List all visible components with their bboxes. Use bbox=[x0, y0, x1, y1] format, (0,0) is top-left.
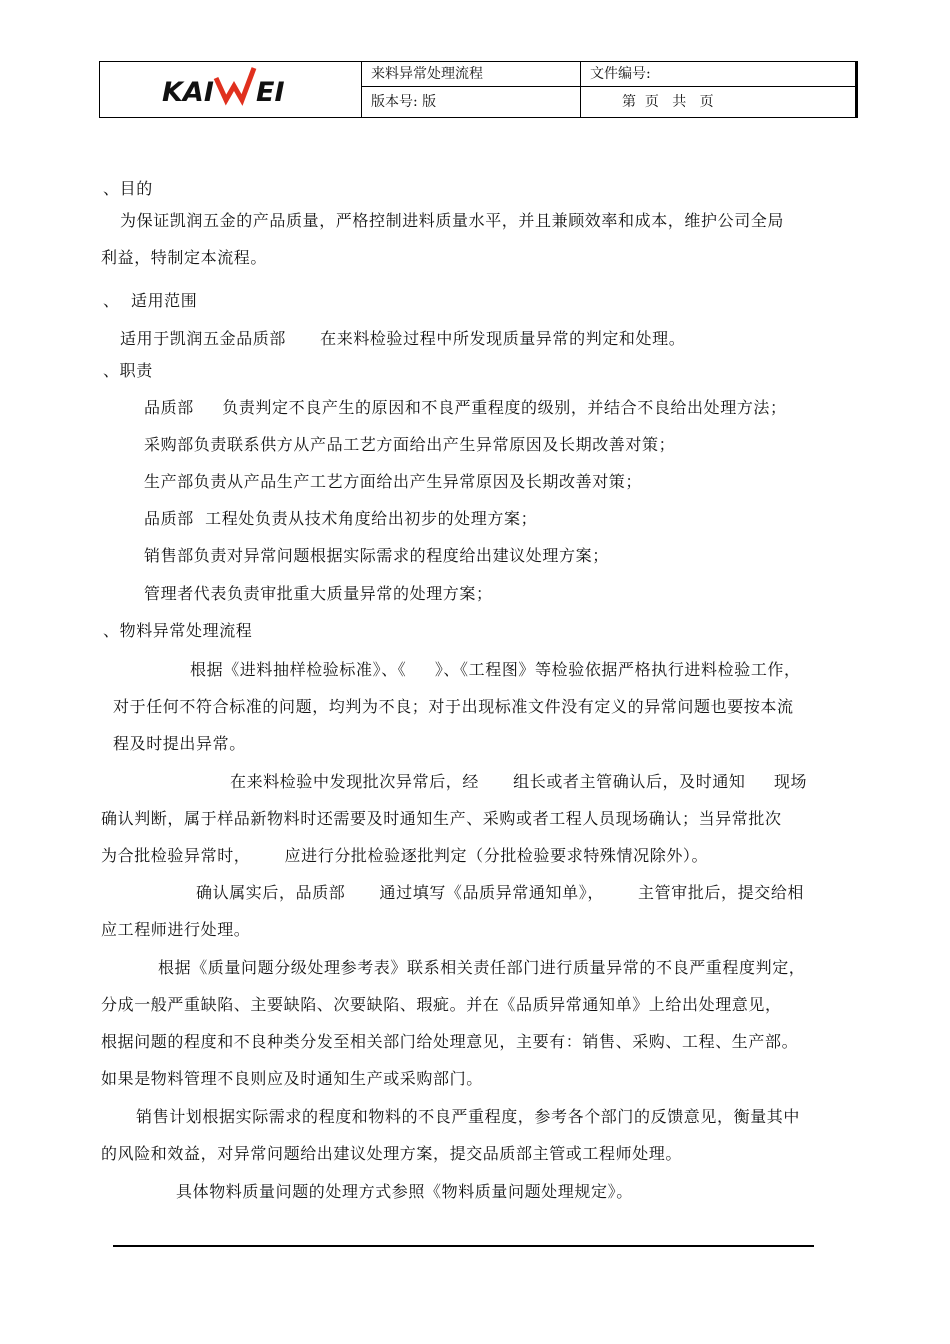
paragraph-line: 确认属实后，品质部 通过填写《品质异常通知单》， 主管审批后，提交给相 bbox=[196, 883, 805, 902]
section-heading-duties: 、职责 bbox=[103, 361, 153, 380]
duty-item: 品质部 负责判定不良产生的原因和不良严重程度的级别，并结合不良给出处理方法； bbox=[144, 398, 787, 417]
paragraph-line: 具体物料质量问题的处理方式参照《物料质量问题处理规定》。 bbox=[176, 1182, 633, 1201]
paragraph-line: 销售计划根据实际需求的程度和物料的不良严重程度，参考各个部门的反馈意见，衡量其中 bbox=[136, 1107, 801, 1126]
section-heading-purpose: 、目的 bbox=[103, 179, 153, 198]
paragraph-line: 根据问题的程度和不良种类分发至相关部门给处理意见，主要有：销售、采购、工程、生产部。 bbox=[101, 1032, 799, 1051]
kaiwei-logo bbox=[160, 66, 310, 112]
logo-letters-kai: KAI bbox=[162, 77, 214, 108]
footer-rule bbox=[113, 1245, 814, 1247]
paragraph-line: 根据《进料抽样检验标准》、《 》、《工程图》等检验依据严格执行进料检验工作， bbox=[190, 660, 801, 679]
header-divider bbox=[580, 62, 581, 117]
header-shadow-edge bbox=[856, 61, 858, 118]
paragraph-line: 的风险和效益，对异常问题给出建议处理方案，提交品质部主管或工程师处理。 bbox=[101, 1144, 683, 1163]
paragraph-line: 如果是物料管理不良则应及时通知生产或采购部门。 bbox=[101, 1069, 483, 1088]
duty-item: 销售部负责对异常问题根据实际需求的程度给出建议处理方案； bbox=[144, 546, 609, 565]
duty-item: 生产部负责从产品生产工艺方面给出产生异常原因及长期改善对策； bbox=[144, 472, 643, 491]
document-header-table bbox=[99, 61, 856, 118]
page-label: 第 页 共 页 bbox=[622, 94, 714, 110]
logo-letters-ei: EI bbox=[256, 77, 285, 108]
paragraph-line: 为保证凯润五金的产品质量，严格控制进料质量水平，并且兼顾效率和成本，维护公司全局 bbox=[120, 211, 785, 230]
header-divider bbox=[362, 86, 855, 87]
paragraph-line: 根据《质量问题分级处理参考表》联系相关责任部门进行质量异常的不良严重程度判定， bbox=[158, 958, 806, 977]
paragraph-line: 程及时提出异常。 bbox=[113, 734, 246, 753]
paragraph-line: 在来料检验中发现批次异常后，经 组长或者主管确认后，及时通知 现场 bbox=[230, 772, 808, 791]
paragraph-line: 应工程师进行处理。 bbox=[101, 920, 251, 939]
paragraph-line: 确认判断，属于样品新物料时还需要及时通知生产、采购或者工程人员现场确认；当异常批次 bbox=[101, 809, 782, 828]
paragraph-line: 为合批检验异常时， 应进行分批检验逐批判定（分批检验要求特殊情况除外）。 bbox=[101, 846, 709, 865]
duty-item: 管理者代表负责审批重大质量异常的处理方案； bbox=[144, 584, 493, 603]
section-heading-process: 、物料异常处理流程 bbox=[103, 621, 253, 640]
paragraph-line: 适用于凯润五金品质部 在来料检验过程中所发现质量异常的判定和处理。 bbox=[120, 329, 686, 348]
duty-item: 采购部负责联系供方从产品工艺方面给出产生异常原因及长期改善对策； bbox=[144, 435, 676, 454]
section-heading-scope: 、 适用范围 bbox=[103, 291, 198, 310]
paragraph-line: 利益，特制定本流程。 bbox=[101, 248, 268, 267]
duty-item: 品质部 工程处负责从技术角度给出初步的处理方案； bbox=[144, 509, 538, 528]
paragraph-line: 分成一般严重缺陷、主要缺陷、次要缺陷、瑕疵。并在《品质异常通知单》上给出处理意见， bbox=[101, 995, 782, 1014]
version-label: 版本号: 版 bbox=[371, 94, 437, 110]
header-divider bbox=[361, 62, 362, 117]
doc-title: 来料异常处理流程 bbox=[371, 66, 483, 82]
logo-w-mark bbox=[216, 68, 254, 100]
paragraph-line: 对于任何不符合标准的问题，均判为不良；对于出现标准文件没有定义的异常问题也要按本流 bbox=[113, 697, 794, 716]
file-number-label: 文件编号: bbox=[590, 66, 651, 82]
